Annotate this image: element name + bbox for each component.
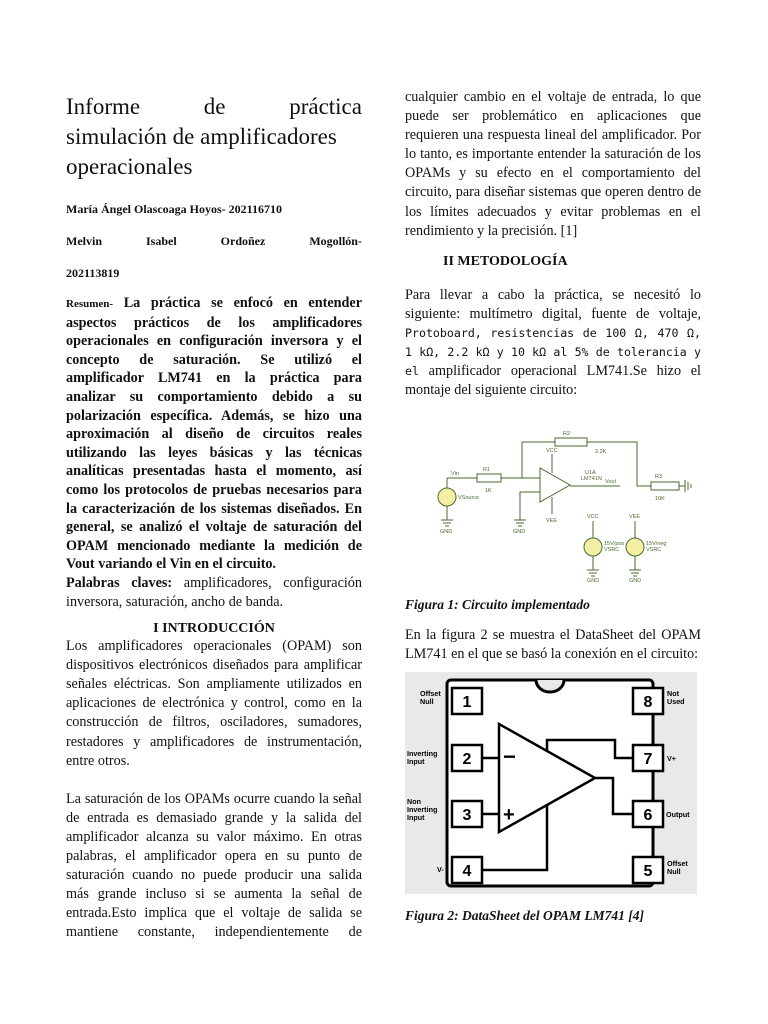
author-2-word: Mogollón- (309, 234, 362, 248)
r1-resistor (477, 474, 501, 482)
right-column (405, 88, 701, 924)
label-u1-part: LM741N (581, 476, 602, 483)
author-2-word: Melvin (66, 234, 102, 248)
pin-5-label: Offset Null (667, 858, 688, 876)
label-supply-2-type: VSRC (646, 547, 662, 554)
label-gnd: GND (440, 529, 453, 536)
label-gnd: GND (629, 578, 642, 583)
r2-resistor (555, 438, 587, 446)
pin-5-number: 5 (643, 862, 653, 880)
label-gnd: GND (587, 578, 600, 583)
keywords-label: Palabras claves: (66, 574, 173, 591)
pin-8-label: Not Used (667, 688, 685, 706)
title-line-2: simulación de amplificadores (66, 124, 337, 149)
vsource-symbol (438, 488, 456, 506)
intro-paragraph-2: La saturación de los OPAMs ocurre cuando la señal de entrada es demasiado grande y la salida del amplificador alcanza su valor máximo. En otras palabras, el amplificador opera en su punto de saturación cuando no puede producir una salida más grande incluso si se aumenta la señal de entrada.Esto implica que el voltaje de salida se mantiene constante, independientemente de (66, 790, 362, 941)
intro-paragraph-2-continued: cualquier cambio en el voltaje de entrada, lo que puede ser problemático en aplicaciones que requieren una respuesta lineal del amplificador. Por lo tanto, es importante entender la saturación de los OPAMs y su efecto en el comportamiento del circuito, para diseñar sistemas que operen dentro de los límites adecuados y evitar problemas en el rendimiento y la precisión. [1] (405, 89, 701, 239)
label-vout: Vout (605, 479, 617, 486)
gnd-symbol (587, 570, 599, 576)
keywords-text: amplificadores, configuración inversora, saturación, ancho de banda. (66, 574, 362, 610)
left-column (66, 92, 362, 943)
author-2 (66, 234, 362, 249)
label-r2-value: 2.2K (595, 449, 607, 456)
label-r1-value: 1K (485, 488, 492, 495)
gnd-symbol (629, 570, 641, 576)
author-2-word: Isabel (145, 234, 177, 248)
author-1: María Ángel Olascoaga Hoyos- 202116710 (66, 202, 282, 216)
pin-6-number: 6 (643, 806, 653, 824)
label-r3-value: 10K (655, 496, 665, 503)
supply-symbol (584, 538, 602, 556)
label-supply-1-type: VSRC (604, 547, 620, 554)
feedback-wire (522, 442, 637, 486)
label-vin: Vin (451, 471, 459, 478)
pin-8-number: 8 (643, 693, 653, 711)
label-vee: VEE (546, 518, 558, 525)
circuit-schematic (405, 416, 701, 582)
paper-title (66, 92, 362, 182)
label-supply-2: 15V/neg (646, 541, 667, 548)
label-gnd: GND (513, 529, 526, 536)
intro-paragraph-1: Los amplificadores operacionales (OPAM) son dispositivos electrónicos diseñados para amplificar señales eléctricas. Son ampliamente utilizados en aplicaciones de electrónica y control, como en la construcción de filtros, osciladores, sumadores, restadores y amplificadores de instrumentación, entre otros. (66, 638, 362, 769)
label-supply-vcc: VCC (587, 514, 599, 521)
pin-3-label: Non Inverting Input (407, 796, 438, 822)
abstract (66, 294, 362, 574)
supply-symbol (626, 538, 644, 556)
label-supply-vee: VEE (629, 514, 641, 521)
keywords (66, 574, 362, 612)
figure-1-caption: Figura 1: Circuito implementado (405, 597, 590, 613)
ninv-wire (520, 492, 540, 520)
title-line-3: operacionales (66, 154, 193, 179)
pin-2-label: Inverting Input (407, 748, 438, 766)
label-r2: R2 (563, 431, 571, 438)
methodology-mono-text: Protoboard, resistencias de 100 Ω, 470 Ω, 1 kΩ, 2.2 kΩ y 10 kΩ al 5% de tolerancia y el (405, 325, 701, 379)
ic-notch (536, 680, 564, 692)
lm741-pinout (405, 672, 697, 894)
pin-6-label: Output (666, 809, 690, 819)
intro-heading: I INTRODUCCIÓN (153, 621, 275, 637)
methodology-paragraph-1 (405, 286, 701, 401)
label-u1: U1A (585, 470, 596, 477)
methodology-heading: II METODOLOGÍA (443, 253, 568, 269)
pin-1-label: Offset Null (420, 688, 441, 706)
gnd-symbol (685, 480, 691, 492)
figure-2-caption: Figura 2: DataSheet del OPAM LM741 [4] (405, 907, 644, 923)
author-2-word: Ordoñez (220, 234, 266, 248)
opamp-symbol (540, 468, 570, 502)
title-word: de (203, 94, 226, 119)
title-word: Informe (66, 94, 141, 119)
pin-7-number: 7 (643, 750, 653, 768)
r3-resistor (651, 482, 679, 490)
label-vsource: VSource (458, 495, 480, 502)
label-r3: R3 (655, 474, 663, 481)
pin-3-number: 3 (462, 806, 472, 824)
gnd-symbol (514, 520, 526, 526)
pin-1-number: 1 (462, 693, 472, 711)
methodology-text: amplificador operacional LM741.Se hizo el montaje del siguiente circuito: (405, 363, 701, 399)
label-r1: R1 (483, 467, 491, 474)
pin-4-number: 4 (462, 862, 472, 880)
label-vcc: VCC (546, 448, 558, 455)
methodology-text: Para llevar a cabo la práctica, se necesitó lo siguiente: multímetro digital, fuente de voltaje, (405, 286, 701, 322)
abstract-label: Resumen- (66, 298, 114, 310)
label-supply-1: 15V/pos (604, 541, 625, 548)
plus-sign: + (503, 803, 515, 826)
pin-2-number: 2 (462, 750, 472, 768)
title-word: práctica (289, 94, 362, 119)
title-line-1 (66, 92, 362, 122)
gnd-symbol (441, 520, 453, 526)
pin-4-label: V- (437, 864, 444, 874)
methodology-paragraph-2: En la figura 2 se muestra el DataSheet del OPAM LM741 en el que se basó la conexión en el circuito: (405, 627, 701, 663)
author-2-id: 202113819 (66, 266, 120, 280)
abstract-text: La práctica se enfocó en entender aspectos prácticos de los amplificadores operacionales en configuración inversora y el concepto de saturación. Se utilizó el amplificador LM741 en la práctica para analizar su comportamiento debido a su polarización específica. Además, se hizo una aproximación al diseño de circuitos reales utilizando las leyes básicas y las técnicas analíticas presentadas hasta el momento, así como los protocolos de pruebas necesarios para la caracterización de los sistemas diseñados. En general, se analizó el voltaje de saturación del OPAM mencionado mediante la medición de Vout variando el Vin en el circuito. (66, 295, 362, 573)
pin-7-label: V+ (667, 753, 676, 763)
minus-sign: − (503, 743, 516, 769)
